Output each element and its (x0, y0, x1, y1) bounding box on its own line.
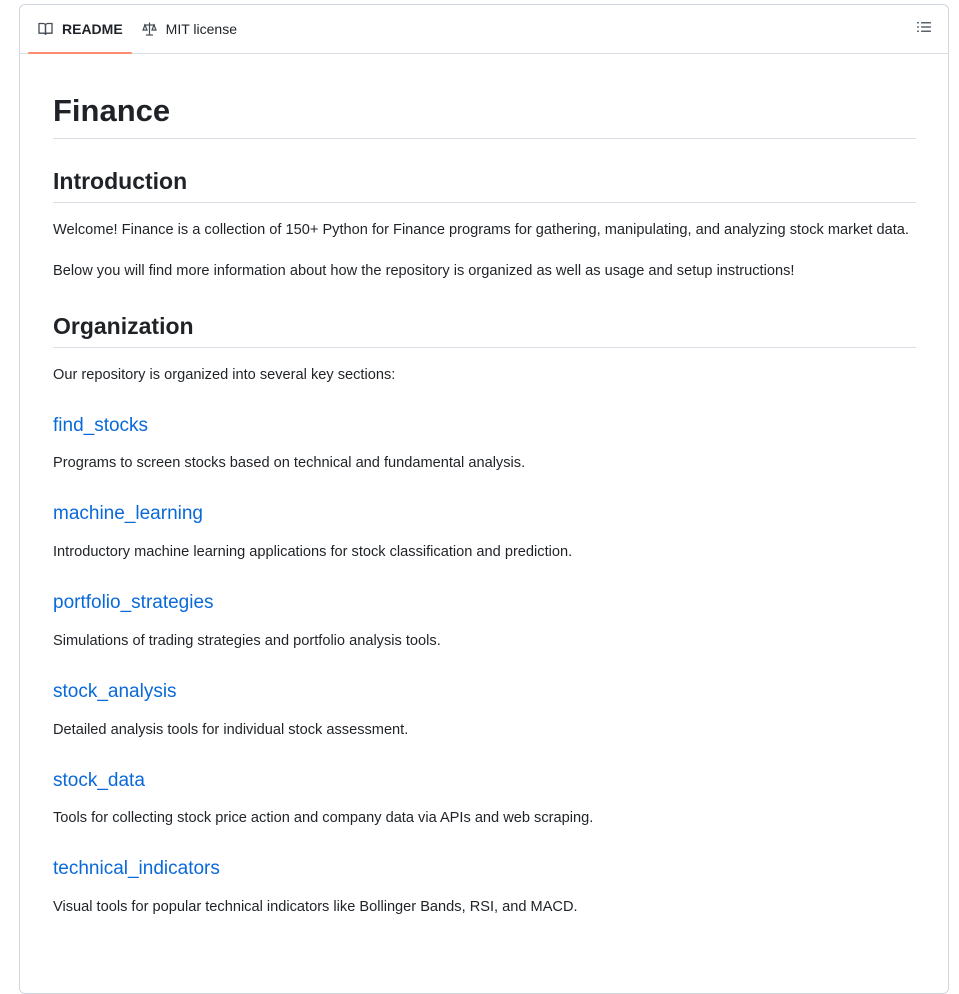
book-icon (37, 21, 54, 37)
section-portfolio-strategies (53, 591, 916, 654)
readme-tab-bar (20, 5, 948, 54)
law-icon (141, 21, 158, 37)
section-machine-learning (53, 502, 916, 565)
tab-mit-license[interactable] (132, 5, 246, 53)
section-description: Visual tools for popular technical indicators like Bollinger Bands, RSI, and MACD. (53, 899, 578, 916)
introduction-paragraph: Below you will find more information about how the repository is organized as well as usage and setup instructions! (53, 262, 795, 279)
stock-data-link[interactable]: stock_data (53, 769, 145, 791)
tab-mit-license-label: MIT license (165, 21, 237, 37)
section-stock-analysis (53, 680, 916, 743)
introduction-paragraph: Welcome! Finance is a collection of 150+ Python for Finance programs for gathering, manipulating, and analyzing stock market data. (53, 221, 909, 238)
section-description: Tools for collecting stock price action and company data via APIs and web scraping. (53, 810, 594, 827)
section-find-stocks (53, 414, 916, 477)
section-description: Simulations of trading strategies and portfolio analysis tools. (53, 632, 441, 649)
outline-button[interactable] (914, 19, 934, 39)
section-heading (53, 591, 916, 615)
section-description: Programs to screen stocks based on technical and fundamental analysis. (53, 455, 526, 472)
readme-content (20, 54, 948, 920)
section-description: Introductory machine learning applications for stock classification and prediction. (53, 544, 573, 561)
portfolio-strategies-link[interactable]: portfolio_strategies (53, 592, 214, 614)
section-heading (53, 680, 916, 704)
machine-learning-link[interactable]: machine_learning (53, 503, 203, 525)
find-stocks-link[interactable]: find_stocks (53, 414, 149, 436)
readme-panel (19, 4, 949, 994)
tab-readme[interactable] (28, 5, 132, 53)
technical-indicators-link[interactable]: technical_indicators (53, 858, 220, 880)
section-heading (53, 769, 916, 793)
introduction-heading: Introduction (53, 167, 916, 203)
list-unordered-icon (916, 19, 932, 40)
section-heading (53, 502, 916, 526)
section-technical-indicators (53, 857, 916, 920)
stock-analysis-link[interactable]: stock_analysis (53, 680, 177, 702)
section-description: Detailed analysis tools for individual stock assessment. (53, 721, 409, 738)
section-stock-data (53, 769, 916, 832)
organization-intro: Our repository is organized into several key sections: (53, 366, 396, 383)
readme-title: Finance (53, 54, 916, 139)
tab-readme-label: README (62, 21, 123, 37)
section-heading (53, 857, 916, 881)
section-heading (53, 414, 916, 438)
organization-heading: Organization (53, 312, 916, 348)
